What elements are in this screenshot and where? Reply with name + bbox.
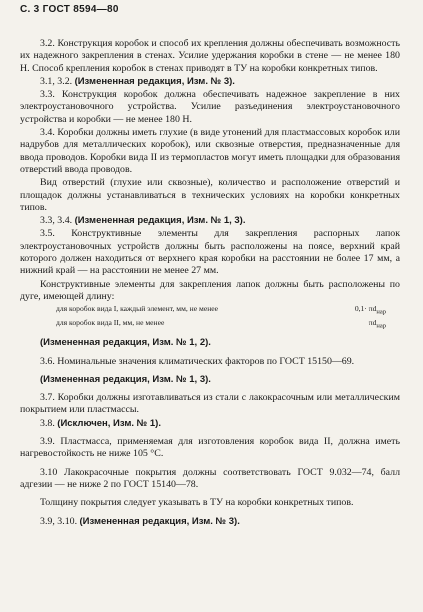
edit-note-3-5 [20,337,400,349]
edit-note-3-3-3-4 [20,215,400,227]
paragraph-3-10: 3.10 Лакокрасочные покрытия должны соответствовать ГОСТ 9.032—74, балл адгезии — не ниже 2 по ГОСТ 15140—78. [20,466,400,490]
formula-value: $0,1\cdot \pi d_{нар}$ [354,304,386,316]
edit-note-text: (Измененная редакция, Изм. № 1, 3). [40,373,211,385]
edit-note-3-8 [20,418,400,430]
formula-value: $\pi d_{нар}$ [368,317,386,330]
paragraph-holes: Вид отверстий (глухие или сквозные), количество и расположение отверстий и площадок должны устанавливаться в технических условиях на коробки конкретных типов. [20,177,400,213]
edit-note-text: (Измененная редакция, Изм. № 3). [79,515,240,527]
paragraph-3-2: 3.2. Конструкция коробок и способ их крепления должны обеспечивать возможность их надежного закрепления в стенах. Усилие удержания коробки в стене — не менее 180 Н. Способ крепления коробок в стенах приводят в ТУ на коробки конкретных типов. [20,38,400,74]
paragraph-3-7: 3.7. Коробки должны изготавливаться из стали с лакокрасочным или металлическим покрытием или пластмассы. [20,392,400,416]
paragraph-3-6: 3.6. Номинальные значения климатических факторов по ГОСТ 15150—69. [40,355,355,367]
clause-numbers: 3.8. [40,417,55,429]
edit-note-text: (Измененная редакция, Изм. № 1, 2). [40,337,211,349]
paragraph-3-3: 3.3. Конструкция коробок должна обеспечивать надежное закрепление в них электроустановочного устройства. Усилие разъединения электроустановочного устройства и коробки — не менее 180 Н. [20,89,400,125]
page-header: С. 3 ГОСТ 8594—80 [20,4,119,15]
clause-numbers: 3.3, 3.4. [40,215,73,227]
paragraph-3-4: 3.4. Коробки должны иметь глухие (в виде утонений для пластмассовых коробок или надрубов для металлических коробок), или сквозные отверстия, предназначенные для ввода проводов. Коробки вида II из термопластов могут иметь площадки для образования отверстий ввода проводов. [20,127,400,175]
edit-note-text: (Измененная редакция, Изм. № 1, 3). [74,215,246,227]
paragraph-arc-length: Конструктивные элементы для закрепления лапок должны быть расположены по дуге, имеющей длину: [20,278,400,302]
formula-block [20,304,400,331]
formula-label: для коробок вида II, мм, не менее [56,317,165,327]
formula-row-1 [56,304,386,318]
paragraph-3-9: 3.9. Пластмасса, применяемая для изготовления коробок вида II, должна иметь нагревостойкость не ниже 105 °С. [20,436,400,460]
formula-label: для коробок вида I, каждый элемент, мм, не менее [56,304,219,314]
paragraph-3-5: 3.5. Конструктивные элементы для закрепления распорных лапок электроустановочных устройств должны быть расположены на поясе, верхний край которого должен находиться от верхнего края коробки на расстоянии не более 17 мм, а нижний край — на расстоянии не менее 27 мм. [20,228,400,277]
formula-row-2 [56,318,386,332]
paragraph-coating-thickness: Толщину покрытия следует указывать в ТУ на коробки конкретных типов. [40,497,354,509]
edit-note-3-9-3-10 [20,516,400,528]
clause-numbers: 3.9, 3.10. [40,515,78,527]
edit-note-text: (Исключен, Изм. № 1). [57,417,161,429]
edit-note-3-6 [20,374,400,386]
clause-numbers: 3.1, 3.2. [40,75,73,87]
edit-note-text: (Измененная редакция, Изм. № 3). [74,75,235,87]
document-body [20,38,400,529]
edit-note-3-1-3-2 [20,76,400,88]
